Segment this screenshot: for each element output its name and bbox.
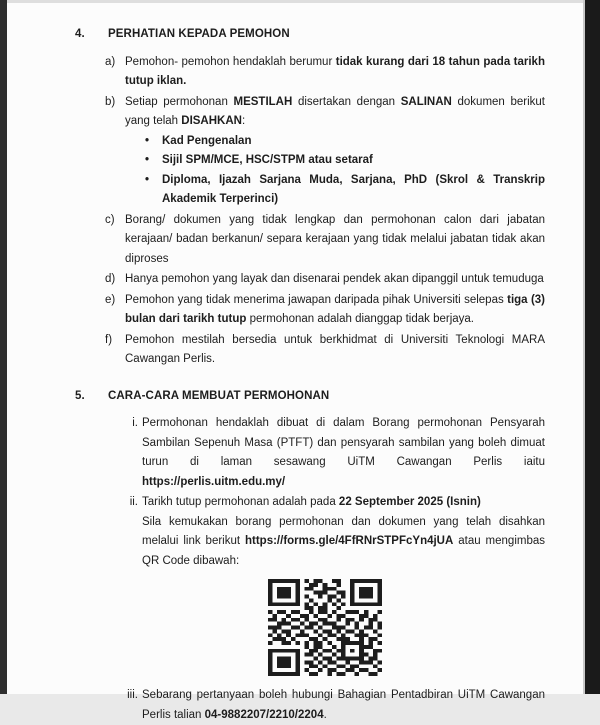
bullet-text [162, 132, 545, 152]
item-body [142, 686, 545, 725]
item-label: e) [105, 291, 125, 330]
text-run: tidak kurang dari 18 tahun pada tarikh tutup iklan. [125, 56, 545, 88]
text-run: disertakan dengan [292, 96, 400, 108]
item-paragraph [142, 414, 545, 492]
photo-right-edge [583, 0, 600, 694]
photo-left-edge [0, 0, 7, 694]
item-paragraph [142, 493, 545, 513]
list-item-e [105, 291, 545, 330]
text-run: permohonan adalah dianggap tidak berjaya. [246, 313, 474, 325]
text-run: Permohonan hendaklah dibuat di dalam Borang permohonan Pensyarah Sambilan Sepenuh Masa (PTFT) dan pensyarah sambilan yang boleh dimuat turun di laman sesawang UiTM Cawangan Perlis iaitu [142, 417, 545, 468]
section-number: 5. [75, 387, 108, 407]
link-application-form: https://forms.gle/4FfRNrSTPFcYn4jUA [245, 535, 453, 547]
list-item-a [105, 53, 545, 92]
section-title: CARA-CARA MEMBUAT PERMOHONAN [108, 387, 329, 407]
item-label: f) [105, 331, 125, 370]
section-number: 4. [75, 25, 108, 45]
item-label: iii. [125, 686, 142, 725]
item-paragraph [125, 331, 545, 370]
item-label: c) [105, 211, 125, 270]
bullet-icon: • [145, 132, 162, 152]
item-body [125, 270, 545, 290]
text-run: Pemohon mestilah bersedia untuk berkhidmat di Universiti Teknologi MARA Cawangan Perlis. [125, 334, 545, 366]
section-heading [75, 387, 545, 407]
item-body [125, 93, 545, 210]
text-run: Pemohon- pemohon hendaklah berumur [125, 56, 336, 68]
bullet-item [145, 132, 545, 152]
link-perlis-uitm-website: https://perlis.uitm.edu.my/ [142, 476, 285, 488]
text-run: Diploma, Ijazah Sarjana Muda, Sarjana, PhD (Skrol & Transkrip Akademik Terperinci) [162, 174, 545, 206]
section-4 [75, 25, 545, 370]
text-run: dokumen berikut yang telah [125, 96, 545, 128]
closing-date: 22 September 2025 (Isnin) [339, 496, 481, 508]
text-run: Pemohon yang tidak menerima jawapan daripada pihak Universiti selepas [125, 294, 507, 306]
item-body [125, 211, 545, 270]
item-body [125, 53, 545, 92]
text-run: Sila kemukakan borang permohonan dan dokumen yang telah disahkan melalui link berikut [142, 516, 545, 548]
list-item-i [125, 414, 545, 492]
section-items [125, 414, 545, 725]
text-run: Sijil SPM/MCE, HSC/STPM atau setaraf [162, 154, 373, 166]
document-content [75, 25, 545, 725]
text-run: Tarikh tutup permohonan adalah pada [142, 496, 339, 508]
phone-numbers: 04-9882207/2210/2204 [205, 709, 324, 721]
item-body [142, 414, 545, 492]
item-body [125, 331, 545, 370]
text-run: tiga (3) bulan dari tarikh tutup [125, 294, 545, 326]
document-page [7, 0, 583, 694]
text-run: atau mengimbas QR Code dibawah: [142, 535, 545, 567]
text-run: : [242, 115, 245, 127]
section-5 [75, 387, 545, 725]
text-run: Sebarang pertanyaan boleh hubungi Bahagian Pentadbiran UiTM Cawangan Perlis talian [142, 689, 545, 721]
qr-code [268, 579, 382, 676]
text-run: Hanya pemohon yang layak dan disenarai pendek akan dipanggil untuk temuduga [125, 273, 544, 285]
item-label: i. [125, 414, 142, 492]
item-label: a) [105, 53, 125, 92]
item-body [125, 291, 545, 330]
text-run: DISAHKAN [181, 115, 242, 127]
text-run: Kad Pengenalan [162, 135, 251, 147]
item-paragraph [125, 93, 545, 132]
list-item-b [105, 93, 545, 210]
list-item-f [105, 331, 545, 370]
item-body [142, 493, 545, 685]
bullet-text [162, 171, 545, 210]
list-item-c [105, 211, 545, 270]
section-items [105, 53, 545, 370]
text-run: Borang/ dokumen yang tidak lengkap dan permohonan calon dari jabatan kerajaan/ badan berkanun/ separa kerajaan yang tidak melalui jabatan tidak akan diproses [125, 214, 545, 265]
item-paragraph [142, 513, 545, 572]
bullet-icon: • [145, 151, 162, 171]
bullet-icon: • [145, 171, 162, 210]
bullet-item [145, 151, 545, 171]
item-paragraph [125, 270, 545, 290]
item-label: b) [105, 93, 125, 210]
bullet-item [145, 171, 545, 210]
bullet-list [145, 132, 545, 210]
item-paragraph [142, 686, 545, 725]
list-item-iii [125, 686, 545, 725]
bullet-text [162, 151, 545, 171]
text-run: MESTILAH [234, 96, 293, 108]
section-title: PERHATIAN KEPADA PEMOHON [108, 25, 290, 45]
text-run: Setiap permohonan [125, 96, 234, 108]
item-label: ii. [125, 493, 142, 685]
item-paragraph [125, 53, 545, 92]
item-paragraph [125, 211, 545, 270]
item-label: d) [105, 270, 125, 290]
list-item-ii [125, 493, 545, 685]
section-heading [75, 25, 545, 45]
text-run: SALINAN [401, 96, 452, 108]
item-paragraph [125, 291, 545, 330]
text-run: . [324, 709, 327, 721]
list-item-d [105, 270, 545, 290]
